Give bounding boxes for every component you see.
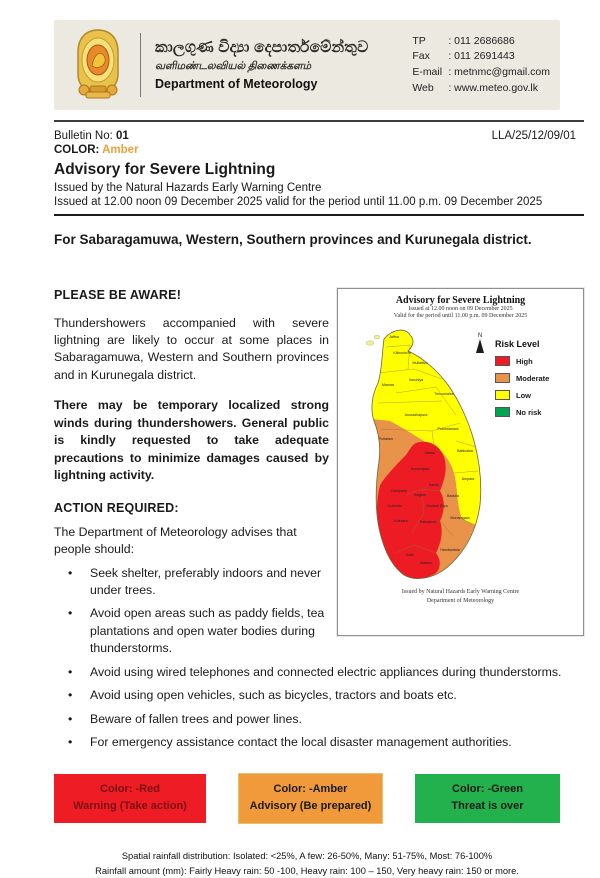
letterhead <box>54 20 560 110</box>
north-arrow-icon <box>476 339 484 353</box>
bullet-icon: • <box>68 664 90 681</box>
district-label: Matale <box>425 451 436 455</box>
district-label: Kandy <box>429 483 439 487</box>
org-names <box>155 39 412 91</box>
contact-fax <box>412 49 550 65</box>
header-rule <box>54 120 584 122</box>
status-box-red <box>54 774 206 823</box>
district-label: Anuradhapura <box>405 413 428 417</box>
district-label: Galle <box>406 553 414 557</box>
bullet-text: For emergency assistance contact the local disaster management authorities. <box>90 734 512 751</box>
footer-line1: Spatial rainfall distribution: Isolated: <25%, A few: 26-50%, Many: 51-75%, Most: 76-100% <box>54 849 560 864</box>
color-code-key <box>54 774 560 823</box>
color-status-line <box>54 144 584 156</box>
page-title: Advisory for Severe Lightning <box>54 161 584 179</box>
bulletin-number <box>54 130 129 142</box>
bullet-icon: • <box>68 565 90 600</box>
sri-lanka-emblem-logo <box>72 28 124 102</box>
header-divider <box>140 33 141 97</box>
legend-item-high <box>495 356 573 366</box>
contact-email <box>412 65 550 81</box>
bulletin-block <box>54 130 584 208</box>
footer-line2: Rainfall amount (mm): Fairly Heavy rain: 50 -100, Heavy rain: 100 – 150, Very heavy rain: 150 or more. <box>54 864 560 878</box>
district-label: Kegalle <box>414 493 426 497</box>
map-subtitle-1: Issued at 12.00 noon on 09 December 2025 <box>342 306 579 314</box>
high-swatch <box>495 356 510 366</box>
contact-label: TP <box>412 34 448 50</box>
org-name-english: Department of Meteorology <box>155 77 412 91</box>
contact-phone <box>412 34 550 50</box>
contact-value: : metnmc@gmail.com <box>448 65 550 81</box>
issued-at-line: Issued at 12.00 noon 09 December 2025 valid for the period until 11.00 p.m. 09 December 2025 <box>54 196 584 208</box>
contact-label: Fax <box>412 49 448 65</box>
north-compass <box>473 333 487 353</box>
north-label: N <box>473 333 487 339</box>
islet <box>366 341 374 345</box>
subject-line: For Sabaragamuwa, Western, Southern provinces and Kurunegala district. <box>54 230 560 250</box>
footer-notes <box>54 849 560 878</box>
district-label: Gampaha <box>391 489 407 493</box>
status-box-line1: Color: -Green <box>416 781 559 798</box>
bullet-icon: • <box>68 711 90 728</box>
legend-item-norisk <box>495 407 573 417</box>
color-value: Amber <box>102 144 138 156</box>
contact-value: : 011 2691443 <box>448 49 514 65</box>
legend-label: No risk <box>516 408 541 417</box>
moderate-swatch <box>495 373 510 383</box>
status-box-line2: Threat is over <box>416 798 559 815</box>
district-label: Jaffna <box>389 335 399 339</box>
legend-item-low <box>495 390 573 400</box>
district-label: Trincomalee <box>434 392 454 396</box>
district-label: Polonnaruwa <box>438 427 459 431</box>
org-name-sinhala: කාලගුණ විද්‍යා දෙපාර්තමේන්තුව <box>155 39 412 57</box>
legend-label: Low <box>516 391 531 400</box>
norisk-swatch <box>495 407 510 417</box>
contact-web <box>412 81 550 97</box>
status-box-line1: Color: -Amber <box>240 781 381 798</box>
map-title: Advisory for Severe Lightning <box>342 295 579 306</box>
map-caption <box>342 588 579 605</box>
contact-value: : 011 2686686 <box>448 34 514 50</box>
contact-block <box>412 34 550 97</box>
district-label: Ratnapura <box>420 520 437 524</box>
district-label: Badulla <box>447 494 459 498</box>
legend-label: High <box>516 357 533 366</box>
status-box-amber <box>239 774 382 823</box>
low-swatch <box>495 390 510 400</box>
list-item <box>68 565 329 600</box>
aware-paragraph-1: Thundershowers accompanied with severe lightning are likely to occur at some places in Sabaragamuwa, Western and Southern provinces and in Kurunegala district. <box>54 315 584 385</box>
map-caption-line2: Department of Meteorology <box>342 597 579 605</box>
district-label: Vavuniya <box>409 378 424 382</box>
district-label: Matara <box>420 561 431 565</box>
bullet-icon: • <box>68 687 90 704</box>
map-body <box>342 323 579 585</box>
contact-label: Web <box>412 81 448 97</box>
bullet-text: Beware of fallen trees and power lines. <box>90 711 302 728</box>
district-label: Mullaitivu <box>413 361 428 365</box>
bulletin-number-label: Bulletin No: <box>54 130 116 142</box>
bullet-text: Avoid using open vehicles, such as bicycles, tractors and boats etc. <box>90 687 457 704</box>
list-item <box>68 687 584 704</box>
status-box-line2: Warning (Take action) <box>55 798 205 815</box>
district-label: Kurunegala <box>411 467 429 471</box>
legend-title: Risk Level <box>495 339 573 349</box>
district-label: Monaragala <box>451 516 470 520</box>
org-name-tamil: வளிமண்டலவியல் திணைக்களம் <box>155 60 412 73</box>
status-box-line1: Color: -Red <box>55 781 205 798</box>
district-label: Hambantota <box>440 548 460 552</box>
district-label: Mannar <box>382 383 395 387</box>
color-label: COLOR: <box>54 144 102 156</box>
legend-label: Moderate <box>516 374 549 383</box>
map-caption-line1: Issued by Natural Hazards Early Warning Centre <box>342 588 579 596</box>
map-subtitle-2: Valid for the period until 11.00 p.m. 09 December 2025 <box>342 313 579 321</box>
status-box-line2: Advisory (Be prepared) <box>240 798 381 815</box>
section-rule <box>54 214 584 216</box>
reference-number: LLA/25/12/09/01 <box>492 130 576 142</box>
contact-label: E-mail <box>412 65 448 81</box>
bullet-text: Seek shelter, preferably indoors and never under trees. <box>90 565 329 600</box>
status-box-green <box>415 774 560 823</box>
bullet-icon: • <box>68 605 90 657</box>
district-label: Puttalam <box>379 437 393 441</box>
list-item <box>68 605 329 657</box>
bulletin-number-value: 01 <box>116 130 129 142</box>
list-item <box>68 711 584 728</box>
risk-legend <box>495 339 573 417</box>
islet <box>374 335 380 339</box>
district-label: Ampara <box>462 477 475 481</box>
please-be-aware-heading: PLEASE BE AWARE! <box>54 288 584 302</box>
district-label: Nuwara Eliya <box>426 504 447 508</box>
list-item <box>68 664 584 681</box>
risk-map-figure <box>337 288 584 636</box>
bullet-text: Avoid open areas such as paddy fields, tea plantations and open water bodies during thunderstorms. <box>90 605 329 657</box>
contact-value: : www.meteo.gov.lk <box>448 81 538 97</box>
bullet-icon: • <box>68 734 90 751</box>
sri-lanka-risk-map <box>344 323 494 585</box>
action-intro: The Department of Meteorology advises that people should: <box>54 524 584 559</box>
aware-paragraph-2: There may be temporary localized strong winds during thundershowers. General public is kindly requested to take adequate precautions to minimize damages caused by lightning activity. <box>54 397 584 484</box>
legend-item-moderate <box>495 373 573 383</box>
district-label: Batticaloa <box>457 449 473 453</box>
district-label: Colombo <box>388 504 402 508</box>
district-label: Kilinochchi <box>393 351 410 355</box>
bullet-text: Avoid using wired telephones and connected electric appliances during thunderstorms. <box>90 664 561 681</box>
district-label: Kalutara <box>394 519 407 523</box>
issued-by-line: Issued by the Natural Hazards Early Warning Centre <box>54 182 584 194</box>
action-required-heading: ACTION REQUIRED: <box>54 501 584 515</box>
list-item <box>68 734 584 751</box>
advisory-body <box>54 288 584 752</box>
